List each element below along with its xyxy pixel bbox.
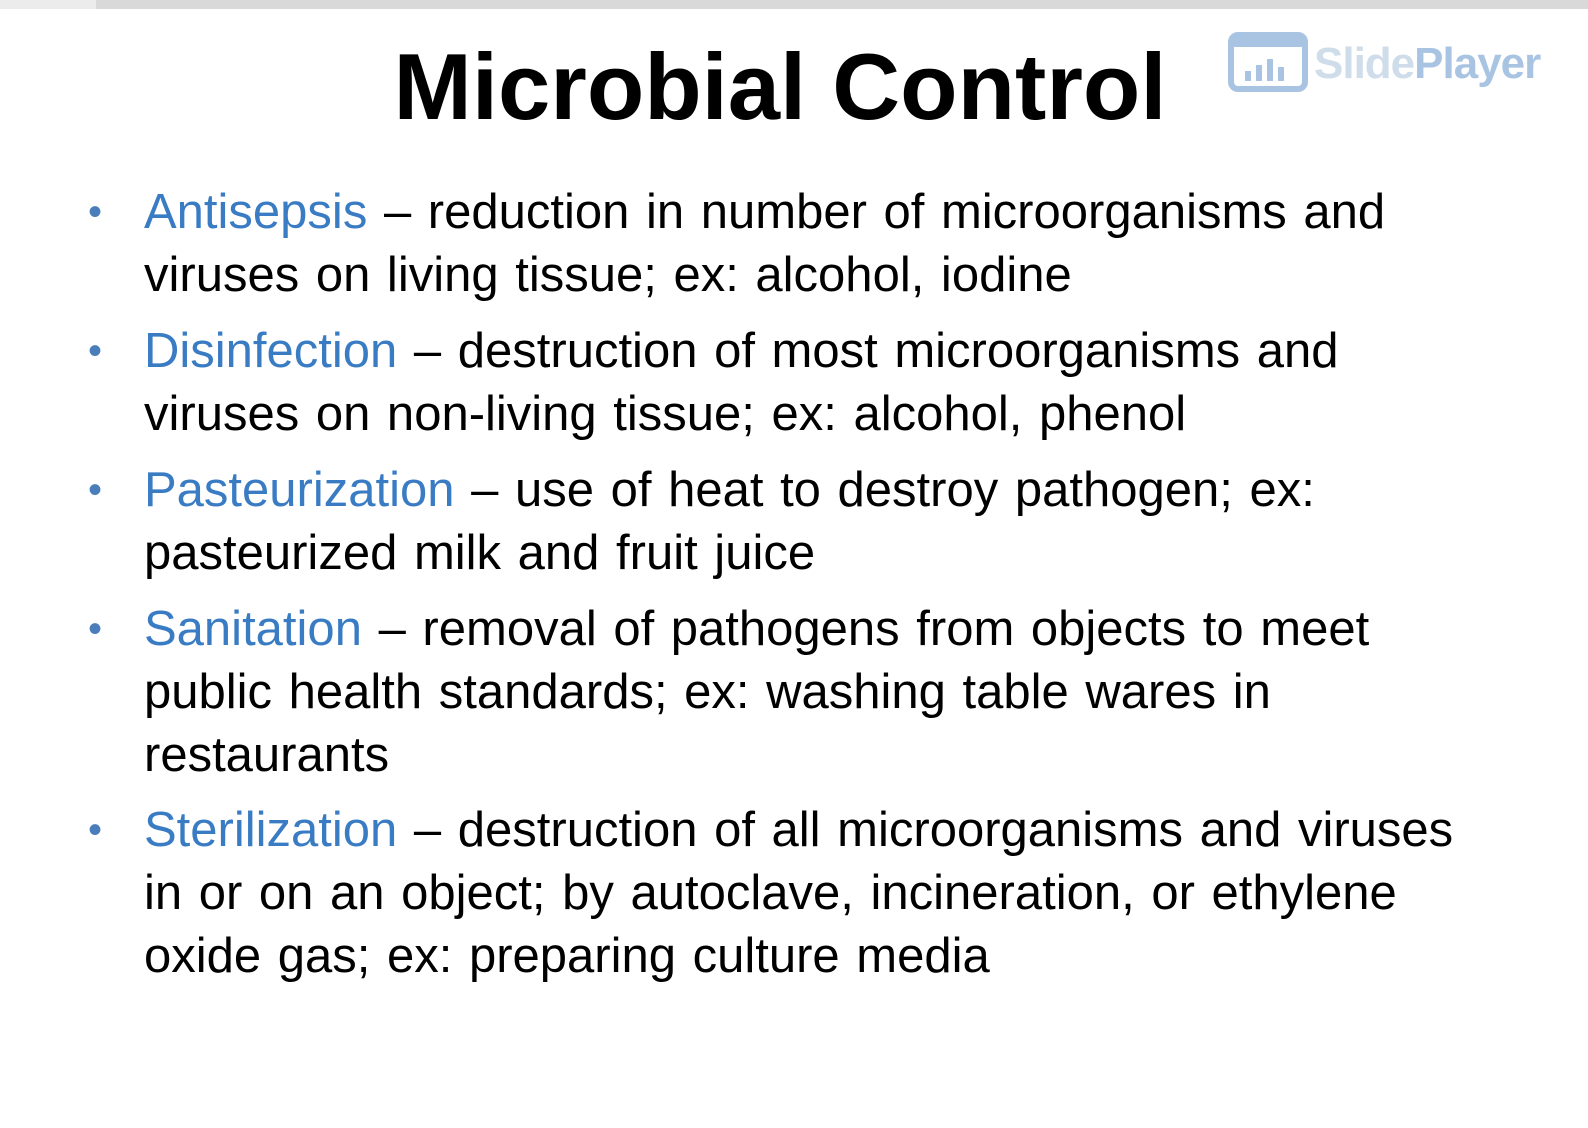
tab-strip-left xyxy=(0,0,96,9)
definition-sanitation: – removal of pathogens from objects to meet public health standards; ex: washing table wares in restaurants xyxy=(144,602,1370,782)
term-pasteurization: Pasteurization xyxy=(144,463,455,517)
bullet-icon: • xyxy=(88,808,103,852)
bullet-icon: • xyxy=(88,329,103,373)
term-antisepsis: Antisepsis xyxy=(144,185,368,239)
definition-pasteurization: – use of heat to destroy pathogen; ex: pasteurized milk and fruit juice xyxy=(144,463,1315,580)
list-item-sterilization xyxy=(88,799,1474,988)
list-item-antisepsis xyxy=(88,181,1474,307)
term-sanitation: Sanitation xyxy=(144,602,362,656)
browser-tab-strip xyxy=(0,0,1588,9)
bullet-icon: • xyxy=(88,468,103,512)
list-item-pasteurization xyxy=(88,459,1474,585)
slideplayer-watermark xyxy=(1228,31,1548,95)
definition-sterilization: – destruction of all microorganisms and viruses in or on an object; by autoclave, incineration, or ethylene oxide gas; ex: preparing culture media xyxy=(144,803,1454,983)
definition-disinfection: – destruction of most microorganisms and viruses on non-living tissue; ex: alcohol, phenol xyxy=(144,324,1339,441)
slide-title: Microbial Control xyxy=(393,34,1167,139)
bullet-icon: • xyxy=(88,190,103,234)
list-item-disinfection xyxy=(88,320,1474,446)
slideplayer-logo-icon xyxy=(1228,31,1308,95)
wordmark-player: Player xyxy=(1414,39,1541,88)
term-disinfection: Disinfection xyxy=(144,324,398,378)
list-item-sanitation xyxy=(88,598,1474,787)
definition-antisepsis: – reduction in number of microorganisms and viruses on living tissue; ex: alcohol, iodine xyxy=(144,185,1386,302)
slide xyxy=(0,9,1588,1128)
term-sterilization: Sterilization xyxy=(144,803,398,857)
wordmark-slide: Slide xyxy=(1314,39,1415,88)
slideplayer-wordmark xyxy=(1314,39,1540,89)
bullet-icon: • xyxy=(88,607,103,651)
